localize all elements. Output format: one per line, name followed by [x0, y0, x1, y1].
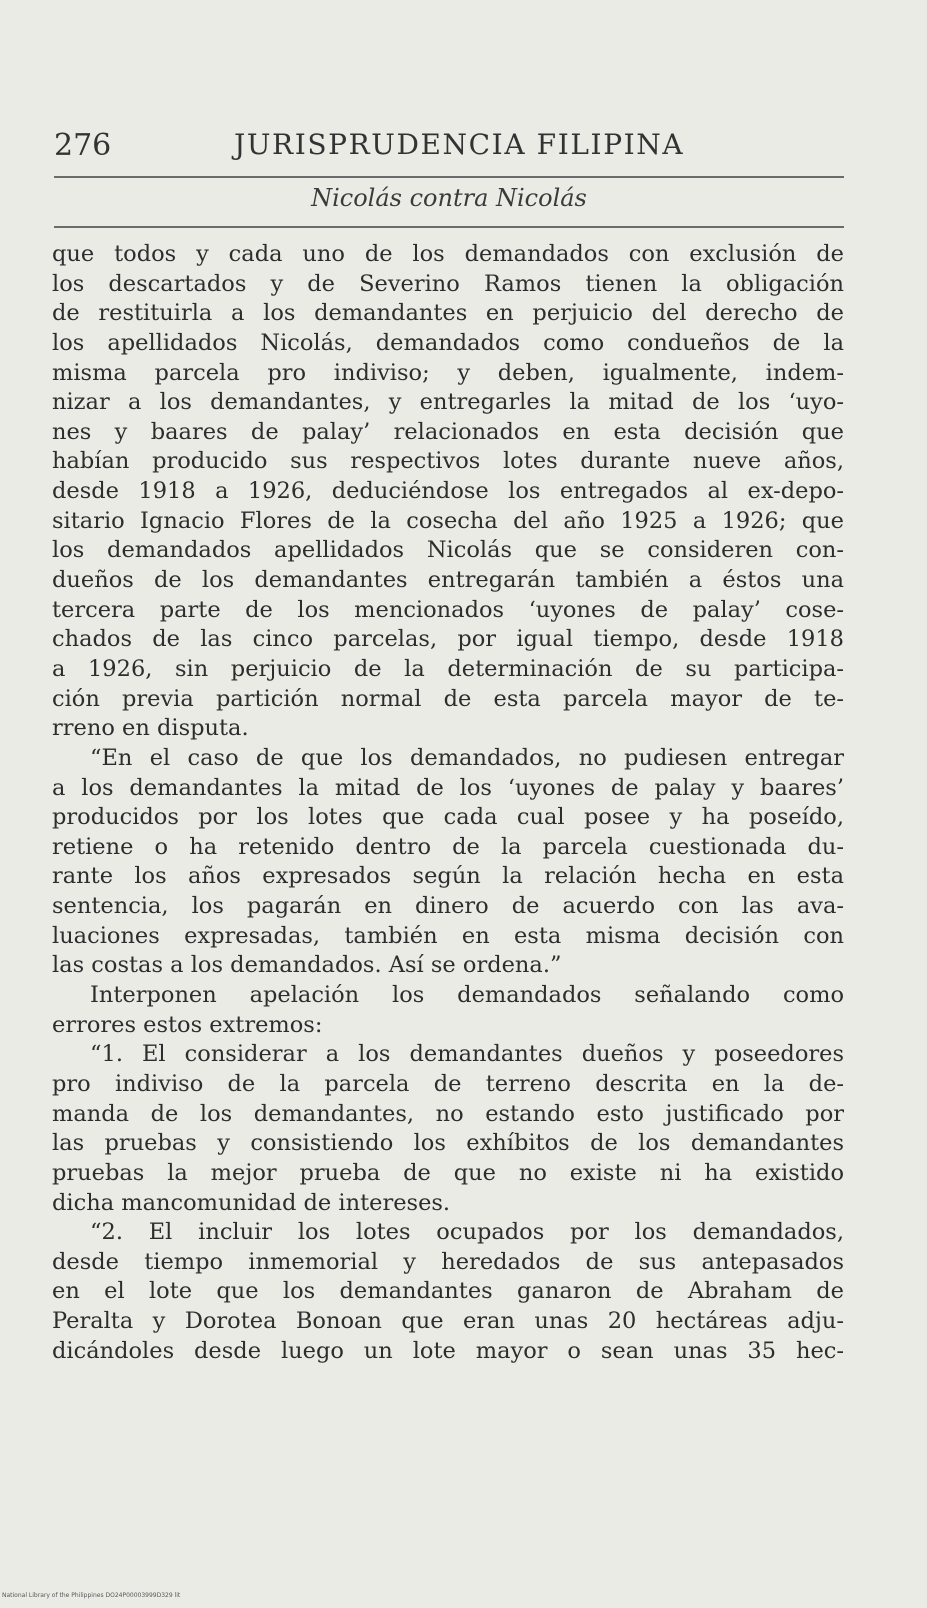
- text-line: las costas a los demandados. Así se ordena.”: [52, 952, 562, 979]
- text-line: dueños de los demandantes entregarán también a éstos una: [52, 567, 844, 594]
- text-line: las pruebas y consistiendo los exhíbitos de los demandantes: [52, 1130, 844, 1157]
- text-line: a los demandantes la mitad de los ‘uyones de palay y baares’: [52, 774, 844, 801]
- text-line: dicha mancomunidad de intereses.: [52, 1189, 451, 1216]
- body-text: [52, 240, 844, 1366]
- scan-footer-note: National Library of the Philippines DO24P00003999D329 lit: [2, 1592, 181, 1599]
- text-line: tercera parte de los mencionados ‘uyones de palay’ cose-: [52, 596, 844, 623]
- text-line: sentencia, los pagarán en dinero de acuerdo con las ava-: [52, 893, 844, 920]
- text-line: producidos por los lotes que cada cual posee y ha poseído,: [52, 804, 844, 831]
- page-header: [54, 124, 844, 164]
- text-line: habían producido sus respectivos lotes durante nueve años,: [52, 448, 844, 475]
- text-line: rante los años expresados según la relación hecha en esta: [52, 863, 844, 890]
- text-line: los descartados y de Severino Ramos tienen la obligación: [52, 270, 844, 297]
- running-title: JURISPRUDENCIA FILIPINA: [234, 128, 685, 161]
- text-line: los demandados apellidados Nicolás que se consideren con-: [52, 537, 844, 564]
- case-title: Nicolás contra Nicolás: [311, 184, 587, 212]
- page-number: 276: [54, 128, 112, 163]
- text-line: que todos y cada uno de los demandados con exclusión de: [52, 241, 844, 267]
- text-line: luaciones expresadas, también en esta misma decisión con: [52, 922, 844, 949]
- text-line: rreno en disputa.: [52, 715, 249, 742]
- text-line: a 1926, sin perjuicio de la determinación de su participa-: [52, 655, 844, 682]
- text-line: desde tiempo inmemorial y heredados de sus antepasados: [52, 1248, 844, 1275]
- text-line: pruebas la mejor prueba de que no existe ni ha existido: [52, 1159, 844, 1186]
- text-line: nes y baares de palay’ relacionados en esta decisión que: [52, 418, 844, 445]
- text-line: pro indiviso de la parcela de terreno descrita en la de-: [52, 1070, 844, 1097]
- header-rule-bottom: [54, 226, 844, 228]
- header-rule-top: [54, 176, 844, 178]
- text-line: nizar a los demandantes, y entregarles la mitad de los ‘uyo-: [52, 389, 844, 416]
- text-line: “1. El considerar a los demandantes dueños y poseedores: [90, 1041, 844, 1068]
- text-line: misma parcela pro indiviso; y deben, igualmente, indem-: [52, 359, 844, 386]
- text-line: Interponen apelación los demandados señalando como: [90, 982, 844, 1009]
- text-line: ción previa partición normal de esta parcela mayor de te-: [52, 685, 844, 712]
- text-line: retiene o ha retenido dentro de la parcela cuestionada du-: [52, 833, 844, 860]
- text-line: Peralta y Dorotea Bonoan que eran unas 20 hectáreas adju-: [52, 1308, 844, 1335]
- text-line: “En el caso de que los demandados, no pudiesen entregar: [90, 744, 844, 771]
- text-line: errores estos extremos:: [52, 1011, 323, 1038]
- text-line: de restituirla a los demandantes en perjuicio del derecho de: [52, 300, 844, 327]
- text-line: dicándoles desde luego un lote mayor o sean unas 35 hec-: [52, 1337, 844, 1364]
- text-line: sitario Ignacio Flores de la cosecha del año 1925 a 1926; que: [52, 507, 844, 534]
- text-line: en el lote que los demandantes ganaron de Abraham de: [52, 1278, 844, 1305]
- text-line: los apellidados Nicolás, demandados como condueños de la: [52, 329, 844, 356]
- text-line: desde 1918 a 1926, deduciéndose los entregados al ex-depo-: [52, 478, 844, 505]
- text-line: manda de los demandantes, no estando esto justificado por: [52, 1100, 844, 1127]
- text-line: chados de las cinco parcelas, por igual tiempo, desde 1918: [52, 626, 844, 653]
- text-line: “2. El incluir los lotes ocupados por los demandados,: [90, 1219, 844, 1246]
